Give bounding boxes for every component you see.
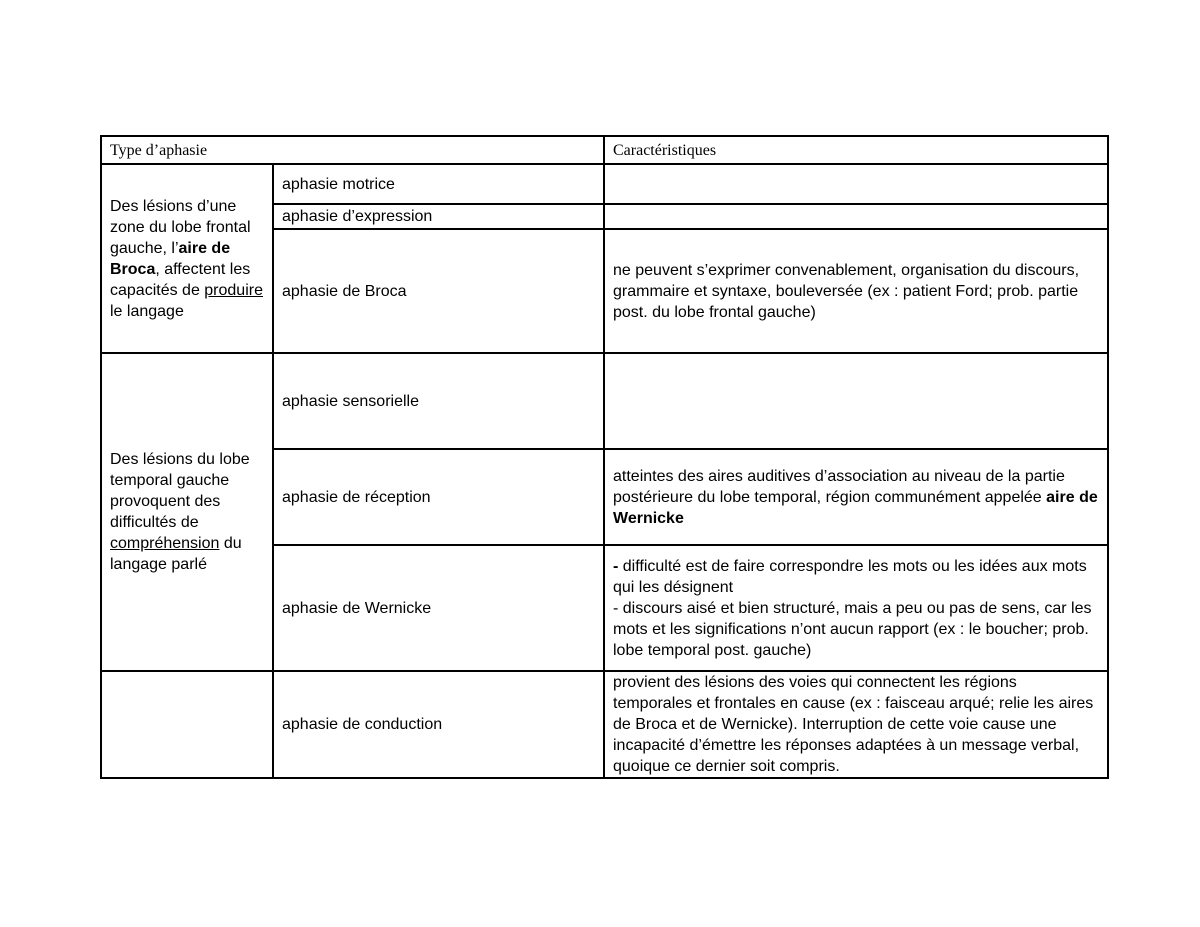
- table-row: [101, 353, 1108, 449]
- header-row: [101, 136, 1108, 164]
- group-description-frontal: Des lésions d’une zone du lobe frontal gauche, l’aire de Broca, affectent les capacités de produire le langage: [101, 164, 273, 353]
- characteristics-cell: provient des lésions des voies qui connectent les régions temporales et frontales en cause (ex : faisceau arqué; relie les aires de Broca et de Wernicke). Interruption de cette voie cause une incapacité d’émettre les réponses adaptées à un message verbal, quoique ce dernier soit compris.: [604, 671, 1108, 778]
- characteristics-cell: - difficulté est de faire correspondre les mots ou les idées aux mots qui les désignent - discours aisé et bien structuré, mais a peu ou pas de sens, car les mots et les significations n’ont aucun rapport (ex : le boucher; prob. lobe temporal post. gauche): [604, 545, 1108, 671]
- characteristics-cell: [604, 164, 1108, 204]
- characteristics-cell: atteintes des aires auditives d’association au niveau de la partie postérieure du lobe temporal, région communément appelée aire de Wernicke: [604, 449, 1108, 545]
- aphasia-type-cell: aphasie motrice: [273, 164, 604, 204]
- aphasia-type-cell: aphasie de Wernicke: [273, 545, 604, 671]
- aphasia-type-cell: aphasie d’expression: [273, 204, 604, 229]
- characteristics-cell: [604, 204, 1108, 229]
- aphasia-type-cell: aphasie de conduction: [273, 671, 604, 778]
- header-characteristics-cell: Caractéristiques: [604, 136, 1108, 164]
- aphasia-type-cell: aphasie de réception: [273, 449, 604, 545]
- characteristics-cell: ne peuvent s’exprimer convenablement, organisation du discours, grammaire et syntaxe, bouleversée (ex : patient Ford; prob. partie post. du lobe frontal gauche): [604, 229, 1108, 353]
- group-description-empty: [101, 671, 273, 778]
- table-row: [101, 164, 1108, 204]
- header-type-cell: Type d’aphasie: [101, 136, 604, 164]
- table-row: [101, 671, 1108, 778]
- aphasia-type-cell: aphasie de Broca: [273, 229, 604, 353]
- group-description-temporal: Des lésions du lobe temporal gauche provoquent des difficultés de compréhension du langage parlé: [101, 353, 273, 671]
- characteristics-cell: [604, 353, 1108, 449]
- aphasia-type-cell: aphasie sensorielle: [273, 353, 604, 449]
- aphasia-table: [100, 135, 1109, 779]
